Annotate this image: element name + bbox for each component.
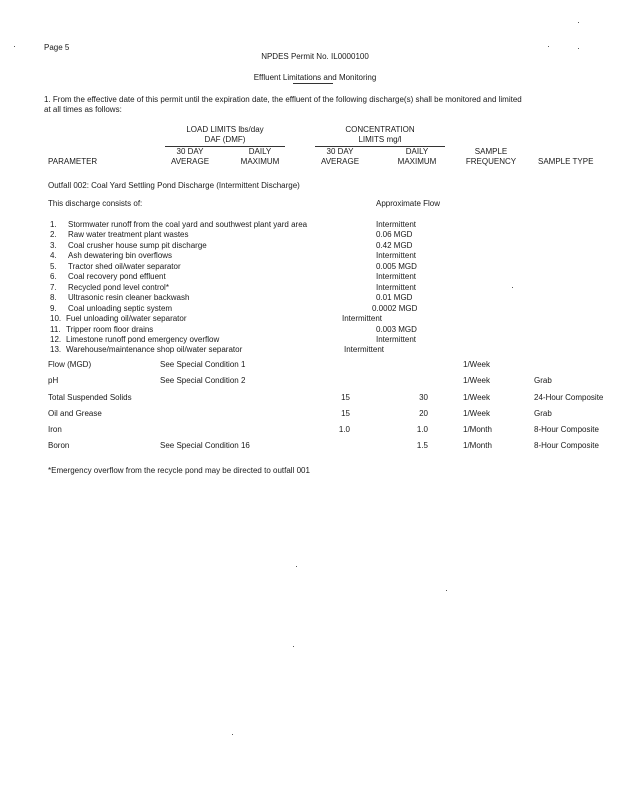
scan-speck <box>512 287 513 288</box>
parameter-name: Oil and Grease <box>48 409 102 418</box>
conc-daily-value: 30 <box>419 393 428 402</box>
discharge-item-number: 9. <box>50 304 57 313</box>
scan-speck <box>296 566 297 567</box>
discharge-item-number: 1. <box>50 220 57 229</box>
discharge-item-number: 2. <box>50 230 57 239</box>
load-limits-unit: DAF (DMF) <box>204 135 246 144</box>
conc-30day-value: 1.0 <box>338 425 350 434</box>
col-sample-freq-1: SAMPLE <box>474 147 508 156</box>
sample-frequency: 1/Week <box>463 360 490 369</box>
discharge-item-flow: Intermittent <box>344 345 385 354</box>
discharge-item-flow: 0.42 MGD <box>376 241 413 250</box>
col-sample-freq-2: FREQUENCY <box>465 157 517 166</box>
conc-daily-value: 1.5 <box>416 441 428 450</box>
permit-number: NPDES Permit No. IL0000100 <box>261 52 369 61</box>
parameter-name: Iron <box>48 425 62 434</box>
discharge-item-description: Fuel unloading oil/water separator <box>66 314 187 323</box>
discharge-item-flow: Intermittent <box>376 283 417 292</box>
discharge-item-flow: 0.06 MGD <box>376 230 413 239</box>
col-sample-type: SAMPLE TYPE <box>538 157 594 166</box>
section-title: Effluent Limitations and Monitoring <box>253 73 377 82</box>
discharge-item-flow: 0.0002 MGD <box>372 304 418 313</box>
sample-type: 8-Hour Composite <box>534 441 599 450</box>
approx-flow-header: Approximate Flow <box>376 199 441 208</box>
parameter-note: See Special Condition 16 <box>160 441 250 450</box>
col-conc-daily-2: MAXIMUM <box>397 157 437 166</box>
discharge-item-description: Recycled pond level control* <box>68 283 169 292</box>
discharge-item-flow: Intermittent <box>376 272 417 281</box>
discharge-item-flow: 0.01 MGD <box>376 293 413 302</box>
discharge-item-description: Ultrasonic resin cleaner backwash <box>68 293 190 302</box>
discharge-item-number: 5. <box>50 262 57 271</box>
load-limits-header: LOAD LIMITS lbs/day <box>186 125 264 134</box>
discharge-item-description: Limestone runoff pond emergency overflow <box>66 335 220 344</box>
discharge-item-description: Coal recovery pond effluent <box>68 272 166 281</box>
scan-speck <box>232 734 233 735</box>
page-label: Page 5 <box>44 43 70 52</box>
title-underline <box>293 83 333 84</box>
sample-type: Grab <box>534 409 552 418</box>
intro-line-2: at all times as follows: <box>44 105 122 114</box>
sample-frequency: 1/Month <box>463 425 492 434</box>
outfall-title: Outfall 002: Coal Yard Settling Pond Discharge (Intermittent Discharge) <box>48 181 300 190</box>
discharge-item-number: 6. <box>50 272 57 281</box>
sample-type: Grab <box>534 376 552 385</box>
discharge-item-flow: Intermittent <box>342 314 383 323</box>
discharge-item-description: Coal unloading septic system <box>68 304 173 313</box>
scan-speck <box>578 48 579 49</box>
col-load-daily-1: DAILY <box>248 147 272 156</box>
sample-frequency: 1/Week <box>463 393 490 402</box>
sample-frequency: 1/Week <box>463 409 490 418</box>
scan-speck <box>446 590 447 591</box>
col-load-30day-2: AVERAGE <box>170 157 210 166</box>
footnote: *Emergency overflow from the recycle pond may be directed to outfall 001 <box>48 466 310 475</box>
parameter-name: Flow (MGD) <box>48 360 92 369</box>
discharge-item-flow: 0.003 MGD <box>376 325 417 334</box>
parameter-name: Boron <box>48 441 70 450</box>
sample-type: 24-Hour Composite <box>534 393 604 402</box>
col-load-daily-2: MAXIMUM <box>240 157 280 166</box>
scan-speck <box>14 46 15 47</box>
discharge-item-description: Raw water treatment plant wastes <box>68 230 189 239</box>
conc-limits-unit: LIMITS mg/l <box>358 135 402 144</box>
col-conc-30day-1: 30 DAY <box>326 147 354 156</box>
discharge-item-flow: Intermittent <box>376 335 417 344</box>
conc-limits-header: CONCENTRATION <box>345 125 415 134</box>
conc-30day-value: 15 <box>341 393 350 402</box>
discharge-item-flow: 0.005 MGD <box>376 262 417 271</box>
discharge-item-number: 10. <box>50 314 62 323</box>
discharge-item-description: Stormwater runoff from the coal yard and southwest plant yard area <box>68 220 308 229</box>
discharge-item-number: 11. <box>50 325 61 334</box>
col-parameter: PARAMETER <box>48 157 98 166</box>
parameter-note: See Special Condition 2 <box>160 376 246 385</box>
parameter-name: pH <box>48 376 59 385</box>
sample-type: 8-Hour Composite <box>534 425 599 434</box>
parameter-note: See Special Condition 1 <box>160 360 246 369</box>
conc-30day-value: 15 <box>341 409 350 418</box>
discharge-intro: This discharge consists of: <box>48 199 143 208</box>
discharge-item-number: 4. <box>50 251 57 260</box>
col-load-30day-1: 30 DAY <box>176 147 204 156</box>
conc-daily-value: 20 <box>419 409 428 418</box>
scan-speck <box>548 46 549 47</box>
sample-frequency: 1/Week <box>463 376 490 385</box>
discharge-item-description: Warehouse/maintenance shop oil/water separator <box>66 345 243 354</box>
discharge-item-number: 3. <box>50 241 57 250</box>
sample-frequency: 1/Month <box>463 441 492 450</box>
scan-speck <box>578 22 579 23</box>
scan-speck <box>293 646 294 647</box>
discharge-item-flow: Intermittent <box>376 251 417 260</box>
discharge-item-number: 8. <box>50 293 57 302</box>
discharge-item-description: Tractor shed oil/water separator <box>68 262 181 271</box>
col-conc-daily-1: DAILY <box>405 147 429 156</box>
parameter-name: Total Suspended Solids <box>48 393 132 402</box>
discharge-item-description: Coal crusher house sump pit discharge <box>68 241 207 250</box>
discharge-item-number: 7. <box>50 283 57 292</box>
discharge-item-number: 13. <box>50 345 62 354</box>
conc-daily-value: 1.0 <box>416 425 428 434</box>
col-conc-30day-2: AVERAGE <box>320 157 360 166</box>
discharge-item-description: Ash dewatering bin overflows <box>68 251 173 260</box>
discharge-item-flow: Intermittent <box>376 220 417 229</box>
intro-line-1: 1. From the effective date of this permit until the expiration date, the effluent of the following discharge(s) shall be monitored and limited <box>44 95 522 104</box>
discharge-item-description: Tripper room floor drains <box>66 325 154 334</box>
discharge-item-number: 12. <box>50 335 62 344</box>
